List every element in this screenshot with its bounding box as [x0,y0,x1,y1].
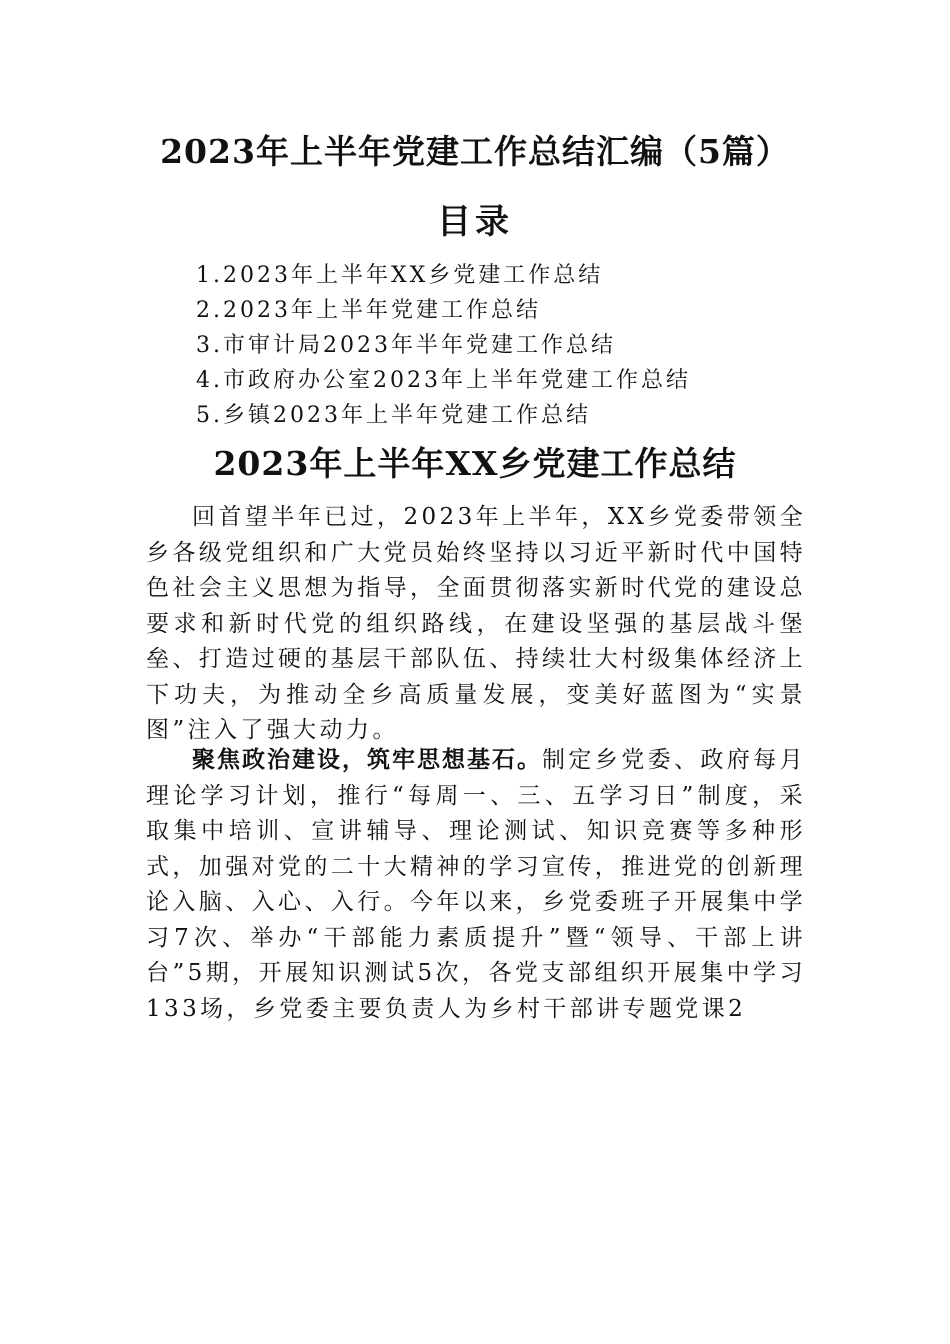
toc-item-2[interactable]: 2.2023年上半年党建工作总结 [196,298,541,323]
toc-item-4[interactable]: 4.市政府办公室2023年上半年党建工作总结 [196,368,691,393]
paragraph-lead-heading: 聚焦政治建设，筑牢思想基石。 [192,747,542,773]
body-paragraph-political-building [146,743,806,1027]
body-paragraph-intro: 回首望半年已过，2023年上半年，XX乡党委带领全乡各级党组织和广大党员始终坚持以习近平新时代中国特色社会主义思想为指导，全面贯彻落实新时代党的建设总要求和新时代党的组织路线，在建设坚强的基层战斗堡垒、打造过硬的基层干部队伍、持续壮大村级集体经济上下功夫，为推动全乡高质量发展，变美好蓝图为“实景图”注入了强大动力。 [146,504,806,743]
toc-heading: 目录 [437,202,513,242]
paragraph-body-text: 制定乡党委、政府每月理论学习计划，推行“每周一、三、五学习日”制度，采取集中培训、宣讲辅导、理论测试、知识竞赛等多种形式，加强对党的二十大精神的学习宣传，推进党的创新理论入脑、入心、入行。今年以来，乡党委班子开展集中学习7次、举办“干部能力素质提升”暨“领导、干部上讲台”5期，开展知识测试5次，各党支部组织开展集中学习133场，乡党委主要负责人为乡村干部讲专题党课2 [146,747,806,1022]
toc-item-3[interactable]: 3.市审计局2023年半年党建工作总结 [196,333,616,358]
table-of-contents [196,258,691,433]
toc-item-1[interactable]: 1.2023年上半年XX乡党建工作总结 [196,263,604,288]
document-title: 2023年上半年党建工作总结汇编（5篇） [160,132,790,171]
toc-item-5[interactable]: 5.乡镇2023年上半年党建工作总结 [196,403,591,428]
section-title: 2023年上半年XX乡党建工作总结 [213,444,737,483]
